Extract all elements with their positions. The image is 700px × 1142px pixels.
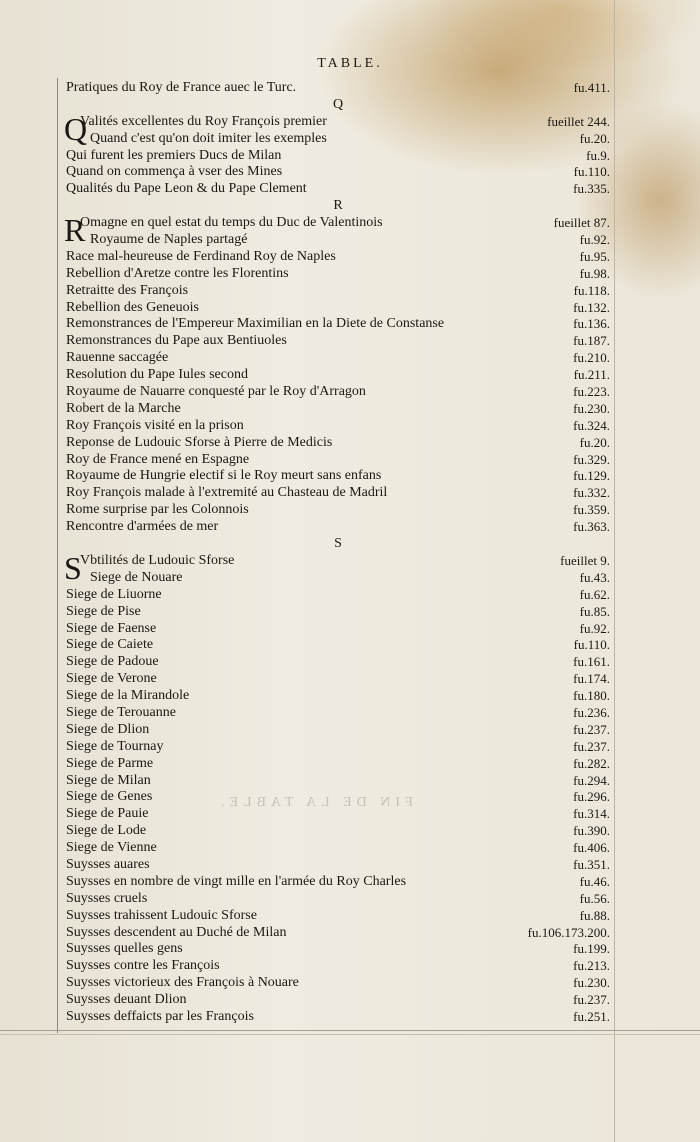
entry-text: Siege de Padoue (66, 654, 159, 670)
entry-reference: fu.406. (573, 840, 610, 856)
entry-reference: fu.282. (573, 755, 610, 771)
entry-text: Vbtilités de Ludouic Sforse (80, 552, 235, 568)
entry-text: Rauenne saccagée (66, 350, 169, 366)
index-entry (66, 164, 610, 181)
entry-reference: fu.110. (573, 164, 610, 180)
entry-text: Siege de Faense (66, 620, 157, 636)
index-entry (66, 468, 610, 485)
entry-reference: fu.213. (573, 958, 610, 974)
entry-text: Rebellion d'Aretze contre les Florentins (66, 265, 289, 281)
entry-reference: fu.180. (573, 688, 610, 704)
entry-reference: fu.236. (573, 704, 610, 720)
entry-text: Suysses en nombre de vingt mille en l'armée du Roy Charles (66, 873, 407, 889)
section-letter: S (334, 536, 342, 552)
entry-reference: fu.136. (573, 316, 610, 332)
entry-text: Remonstrances de l'Empereur Maximilian en la Diete de Constanse (66, 316, 445, 332)
entry-text: Roy François visité en la prison (66, 417, 244, 433)
entry-text: Pratiques du Roy de France auec le Turc. (66, 80, 297, 95)
entry-text: Rebellion des Geneuois (66, 299, 199, 315)
entry-reference: fu.132. (573, 299, 610, 315)
index-entry (66, 148, 610, 165)
bottom-rule (0, 1030, 700, 1031)
index-entry (66, 891, 610, 908)
entry-text: Royaume de Hungrie electif si le Roy meurt sans enfans (66, 468, 382, 484)
index-entry (66, 283, 610, 300)
entry-reference: fu.314. (573, 806, 610, 822)
entry-text: Race mal-heureuse de Ferdinand Roy de Naples (66, 248, 336, 264)
entry-text: Suysses quelles gens (66, 941, 183, 957)
index-entry (66, 384, 610, 401)
index-entry (66, 131, 610, 148)
entry-text: Reponse de Ludouic Sforse à Pierre de Medicis (66, 434, 333, 450)
index-entry (66, 435, 610, 452)
drop-cap: Q (64, 110, 88, 147)
index-entry (66, 502, 610, 519)
entry-reference: fu.230. (573, 400, 610, 416)
entry-text: Quand c'est qu'on doit imiter les exemples (90, 130, 327, 146)
index-entry (66, 181, 610, 198)
index-entry (66, 722, 610, 739)
entry-reference: fu.43. (579, 569, 610, 585)
index-entry (66, 333, 610, 350)
entry-reference: fu.296. (573, 789, 610, 805)
entry-text: Siege de Verone (66, 671, 157, 687)
left-margin-rule (57, 78, 58, 1033)
entry-text: Valités excellentes du Roy François premier (80, 113, 327, 129)
entry-reference: fueillet 244. (547, 113, 610, 129)
entry-text: Siege de Liuorne (66, 586, 162, 602)
entry-reference: fu.230. (573, 975, 610, 991)
entry-reference: fu.98. (579, 265, 610, 281)
drop-cap: S (64, 549, 82, 586)
entry-text: Robert de la Marche (66, 400, 181, 416)
show-through-closing: FIN DE LA TABLE. (216, 795, 413, 810)
entry-reference: fu.20. (579, 434, 610, 450)
entry-reference: fu.118. (573, 282, 610, 298)
entry-text: Siege de Vienne (66, 840, 157, 856)
entry-reference: fu.329. (573, 451, 610, 467)
entry-text: Qui furent les premiers Ducs de Milan (66, 147, 282, 163)
bottom-rule-secondary (0, 1034, 700, 1035)
index-entry (66, 80, 610, 97)
index-entry (66, 485, 610, 502)
index-entry (66, 418, 610, 435)
entry-text: Resolution du Pape Iules second (66, 367, 248, 383)
index-entry (66, 671, 610, 688)
index-entry (66, 789, 610, 806)
entry-text: Siege de Lode (66, 823, 147, 839)
entry-text: Siege de Parme (66, 755, 154, 771)
entry-text: Qualités du Pape Leon & du Pape Clement (66, 181, 307, 197)
entry-text: Roy François malade à l'extremité au Chasteau de Madril (66, 485, 388, 501)
index-entry (66, 350, 610, 367)
entry-reference: fu.237. (573, 721, 610, 737)
entry-reference: fu.88. (579, 907, 610, 923)
index-entry (66, 519, 610, 536)
entry-text: Omagne en quel estat du temps du Duc de Valentinois (80, 215, 383, 231)
entry-reference: fu.237. (573, 992, 610, 1008)
entry-reference: fu.85. (579, 603, 610, 619)
entry-reference: fu.335. (573, 181, 610, 197)
index-entry (66, 705, 610, 722)
index-entry (66, 316, 610, 333)
index-entry (66, 823, 610, 840)
right-margin-rule (614, 0, 615, 1142)
entry-reference: fu.359. (573, 502, 610, 518)
entry-text: Siege de Nouare (90, 569, 183, 585)
index-entry (66, 621, 610, 638)
entry-text: Rencontre d'armées de mer (66, 519, 219, 535)
index-entry (66, 232, 610, 249)
entry-reference: fu.223. (573, 384, 610, 400)
entry-text: Siege de la Mirandole (66, 688, 190, 704)
entry-reference: fu.324. (573, 417, 610, 433)
index-entry (66, 637, 610, 654)
entry-text: Rome surprise par les Colonnois (66, 502, 249, 518)
entry-reference: fu.199. (573, 941, 610, 957)
entry-reference: fu.294. (573, 772, 610, 788)
index-entry (66, 587, 610, 604)
entry-text: Siege de Pauie (66, 806, 149, 822)
entry-reference: fu.129. (573, 468, 610, 484)
index-entry (66, 958, 610, 975)
entry-text: Siege de Caiete (66, 637, 154, 653)
index-entry (66, 756, 610, 773)
entry-reference: fu.62. (579, 586, 610, 602)
entry-text: Siege de Milan (66, 772, 151, 788)
index-entry (66, 992, 610, 1009)
entry-reference: fu.106.173.200. (527, 924, 610, 940)
index-entry (66, 941, 610, 958)
entry-reference: fueillet 87. (553, 215, 610, 231)
entry-text: Siege de Terouanne (66, 704, 176, 720)
entry-text: Retraitte des François (66, 282, 189, 298)
entry-reference: fu.56. (579, 890, 610, 906)
entry-text: Royaume de Nauarre conquesté par le Roy d'Arragon (66, 384, 366, 400)
entry-text: Quand on commença à vser des Mines (66, 164, 283, 180)
entry-reference: fu.237. (573, 738, 610, 754)
entry-text: Roy de France mené en Espagne (66, 451, 250, 467)
index-entry (66, 975, 610, 992)
entry-reference: fu.363. (573, 519, 610, 535)
entry-reference: fu.95. (579, 248, 610, 264)
entry-text: Siege de Genes (66, 789, 153, 805)
index-entry (66, 908, 610, 925)
entry-reference: fu.187. (573, 333, 610, 349)
entry-reference: fueillet 9. (560, 552, 610, 568)
index-entry (66, 452, 610, 469)
entry-reference: fu.351. (573, 856, 610, 872)
entry-reference: fu.46. (579, 873, 610, 889)
index-entry (66, 688, 610, 705)
entry-text: Remonstrances du Pape aux Bentiuoles (66, 333, 287, 349)
section-letter: R (333, 198, 343, 214)
entry-reference: fu.161. (573, 654, 610, 670)
page-title: TABLE. (317, 56, 383, 71)
index-entry (66, 857, 610, 874)
index-entry (66, 773, 610, 790)
index-entry (66, 806, 610, 823)
entry-text: Suysses contre les François (66, 958, 220, 974)
entry-reference: fu.211. (573, 367, 610, 383)
index-entry (66, 367, 610, 384)
index-table (66, 80, 610, 1026)
index-entry (66, 925, 610, 942)
index-entry (66, 570, 610, 587)
index-entry (66, 300, 610, 317)
entry-reference: fu.411. (573, 80, 610, 95)
entry-reference: fu.390. (573, 823, 610, 839)
index-entry (66, 249, 610, 266)
entry-reference: fu.251. (573, 1008, 610, 1024)
entry-text: Siege de Dlion (66, 721, 150, 737)
entry-text: Siege de Tournay (66, 738, 164, 754)
drop-cap: R (64, 212, 86, 249)
index-entry (66, 739, 610, 756)
entry-reference: fu.92. (579, 232, 610, 248)
entry-text: Royaume de Naples partagé (90, 232, 248, 248)
index-entry (66, 1009, 610, 1026)
entry-text: Suysses victorieux des François à Nouare (66, 975, 299, 991)
entry-reference: fu.210. (573, 350, 610, 366)
index-entry (66, 604, 610, 621)
index-entry (66, 874, 610, 891)
entry-reference: fu.174. (573, 671, 610, 687)
index-entry (66, 401, 610, 418)
entry-reference: fu.20. (579, 130, 610, 146)
entry-reference: fu.110. (573, 637, 610, 653)
entry-text: Suysses trahissent Ludouic Sforse (66, 907, 257, 923)
section-letter: Q (332, 96, 344, 112)
entry-text: Siege de Pise (66, 603, 141, 619)
entry-text: Suysses auares (66, 856, 150, 872)
entry-reference: fu.332. (573, 485, 610, 501)
index-entry (66, 840, 610, 857)
entry-reference: fu.92. (579, 620, 610, 636)
entry-text: Suysses cruels (66, 890, 148, 906)
index-entry (66, 654, 610, 671)
entry-reference: fu.9. (586, 147, 610, 163)
entry-text: Suysses descendent au Duché de Milan (66, 924, 287, 940)
entry-text: Suysses deffaicts par les François (66, 1008, 254, 1024)
index-entry (66, 266, 610, 283)
entry-text: Suysses deuant Dlion (66, 992, 187, 1008)
